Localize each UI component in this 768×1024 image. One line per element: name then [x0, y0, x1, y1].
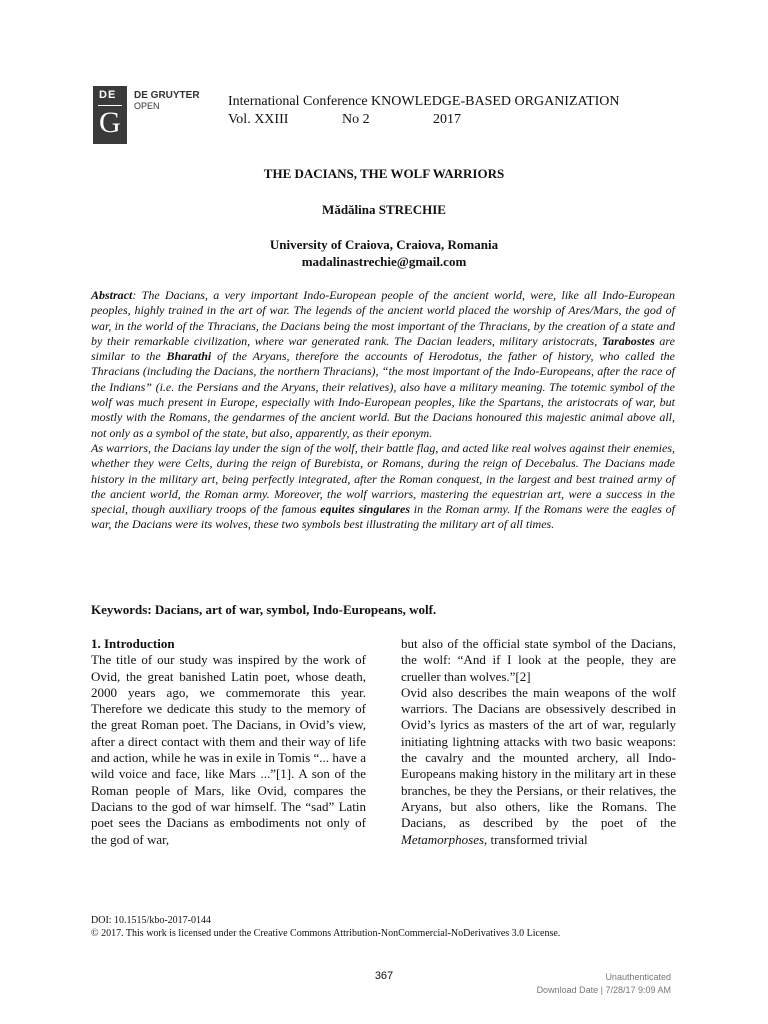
license-notice: © 2017. This work is licensed under the Creative Commons Attribution-NonCommercial-NoDerivatives 3.0 License. [91, 928, 561, 939]
author-affiliation [0, 236, 768, 270]
auth-status: Unauthenticated [605, 972, 671, 982]
conference-year: 2017 [433, 112, 461, 127]
publisher-name-block [134, 91, 200, 111]
abstract-text: As warriors, the Dacians lay under the sign of the wolf, their battle flag, and acted like real wolves against their enemies, whether they were Celts, during the reign of Burebista, or Romans, during the reign of Decebalus. The Dacians made history in the military art, being perfectly integrated, after the Roman conquest, in the largest and best trained army of the ancient world, the Roman army. Moreover, the wolf warriors, mastering the equestrian art, were a success in the special, though auxiliary troops of the famous [91, 440, 675, 517]
publisher-name: DE GRUYTER [134, 90, 200, 101]
body-paragraph [401, 685, 676, 848]
body-text: , transformed trivial [484, 831, 588, 847]
abstract-text: are similar to the [91, 333, 675, 364]
doi: DOI: 10.1515/kbo-2017-0144 [91, 915, 211, 926]
conference-volume: Vol. XXIII [228, 112, 289, 127]
body-paragraph: The title of our study was inspired by the work of Ovid, the great banished Latin poet, whose death, 2000 years ago, we commemorate this year. Therefore we dedicate this study to the memory of the great Roman poet. The Dacians, in Ovid’s view, after a direct contact with them and their way of life and action, while he was in exile in Tomis “... have a wild voice and face, like Mars ...”[1]. A son of the Roman people of Mars, like Ovid, compares the Dacians to the god of war himself. The “sad” Latin poet sees the Dacians as embodiments not only of the god of war, [91, 652, 366, 847]
conference-header [228, 93, 620, 129]
download-stamp [537, 971, 671, 997]
footer [91, 914, 560, 940]
conference-number: No 2 [342, 112, 370, 127]
abstract [91, 288, 675, 533]
section-heading: 1. Introduction [91, 636, 175, 651]
book-title: Metamorphoses [401, 831, 485, 847]
keywords: Keywords: Dacians, art of war, symbol, Indo-Europeans, wolf. [91, 602, 437, 617]
page-number: 367 [374, 970, 394, 982]
abstract-text: in the Roman army. If the Romans were the eagles of war, the Dacians were its wolves, these two symbols best illustrating the military art of all times. [91, 502, 676, 532]
abstract-paragraph-1 [91, 288, 675, 441]
abstract-term: Bharathi [166, 349, 212, 364]
paper-title: THE DACIANS, THE WOLF WARRIORS [263, 166, 505, 181]
download-date: Download Date | 7/28/17 9:09 AM [536, 985, 671, 995]
conference-issue [228, 111, 620, 129]
body-paragraph: but also of the official state symbol of the Dacians, the wolf: “And if I look at the people, they are crueller than wolves.”[2] [401, 636, 676, 684]
abstract-paragraph-2 [91, 441, 675, 533]
paper-author: Mădălina STRECHIE [322, 202, 446, 217]
conference-name: International Conference KNOWLEDGE-BASED ORGANIZATION [228, 94, 620, 109]
body-text: Ovid also describes the main weapons of the wolf warriors. The Dacians are obsessively described in Ovid’s lyrics as masters of the art of war, regularly initiating lightning attacks with two basic weapons: the cavalry and the mounted archery, all Indo-Europeans making history in the military art in these branches, be they the Persians, or their relatives, the Aryans, but also others, like the Romans. The Dacians, as described by the poet of the [401, 684, 676, 831]
abstract-term: Tarabostes [601, 333, 655, 348]
abstract-text: : The Dacians, a very important Indo-European people of the ancient world, were, like all Indo-European peoples, highly trained in the art of war. The legends of the ancient world placed the worship of Ares/Mars, the god of war, in the world of the Thracians, the Dacians being the most important of the Thracians, by the creation of a state and by their remarkable civilization, where war generated rank. The Dacian leaders, military aristocrats, [91, 288, 675, 348]
abstract-term: equites singulares [320, 502, 410, 517]
abstract-label: Abstract [91, 288, 133, 302]
body-column-right [401, 636, 676, 848]
publisher-imprint: OPEN [134, 101, 160, 111]
publisher-logo [93, 86, 127, 144]
abstract-text: of the Aryans, therefore the accounts of Herodotus, the father of history, who called the Thracians (including the Dacians, the northern Thracians), “the most important of the Indo-Europeans, after the race of the Indians” (i.e. the Persians and the Aryans, their relatives), also have a military meaning. The totemic symbol of the wolf was much present in Europe, especially with Indo-European peoples, like the Spartans, the aristocrats of war, but mostly with the Romans, the gendarmes of the ancient world. But the Dacians honoured this majestic animal above all, not only as a symbol of the state, but also, apparently, as their eponym. [91, 349, 675, 440]
logo-g: G [99, 106, 121, 139]
affiliation-line: University of Craiova, Craiova, Romania [269, 237, 499, 252]
logo-de: DE [99, 89, 117, 101]
body-column-left [91, 636, 366, 848]
author-email: madalinastrechie@gmail.com [301, 254, 467, 269]
